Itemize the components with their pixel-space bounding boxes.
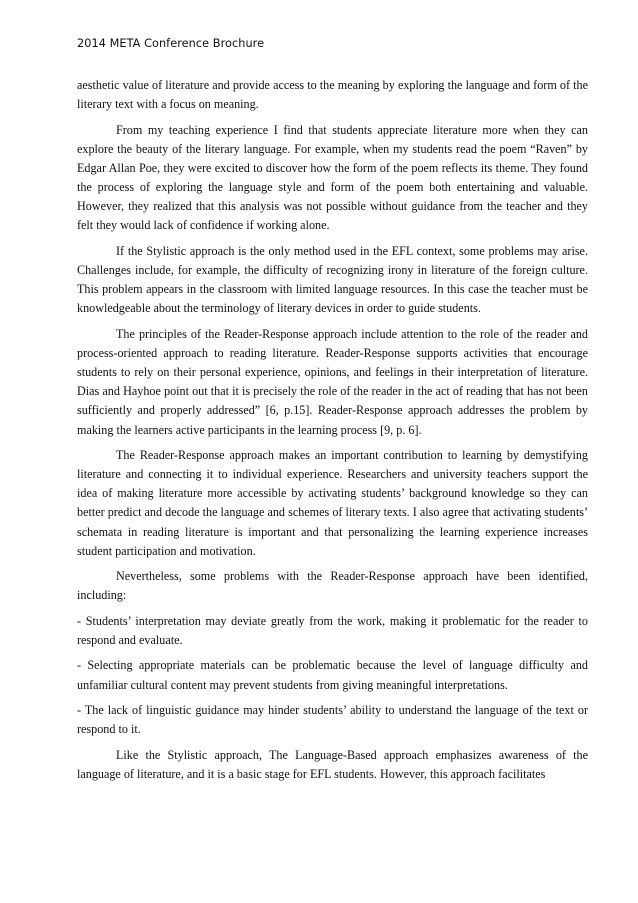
bullet-item-1: - Students’ interpretation may deviate greatly from the work, making it problematic for the reader to respond and evaluate. <box>77 613 588 647</box>
paragraph-4: The principles of the Reader-Response approach include attention to the role of the reader and process-oriented approach to reading literature. Reader-Response supports activities that encourage students to rely on their personal experience, opinions, and feelings in their interpretation of literature. Dias and Hayhoe point out that it is precisely the role of the reader in the act of reading that has not been sufficiently and properly addressed” [6, p.15]. Reader-Response approach addresses the problem by making the learners active participants in the learning process [9, p. 6]. <box>77 326 588 437</box>
page-header: 2014 META Conference Brochure <box>77 37 265 50</box>
paragraph-1: aesthetic value of literature and provide access to the meaning by exploring the language and form of the literary text with a focus on meaning. <box>77 78 588 112</box>
paragraph-5: The Reader-Response approach makes an important contribution to learning by demystifying literature and connecting it to individual experience. Researchers and university teachers support the idea of making literature more accessible by activating students’ background knowledge so they can better predict and decode the language and schemes of literary texts. I also agree that activating students’ schemata in reading literature is important and that personalizing the learning experience increases student participation and motivation. <box>77 448 588 558</box>
paragraph-7: Like the Stylistic approach, The Language-Based approach emphasizes awareness of the language of literature, and it is a basic stage for EFL students. However, this approach facilitates <box>77 747 588 781</box>
paragraph-2: From my teaching experience I find that students appreciate literature more when they can explore the beauty of the literary language. For example, when my students read the poem “Raven” by Edgar Allan Poe, they were excited to discover how the form of the poem reflects its theme. They found the process of exploring the language style and form of the poem both entertaining and valuable. However, they realized that this analysis was not possible without guidance from the teacher and they felt they would lack of confidence if working alone. <box>77 122 588 233</box>
paragraph-3: If the Stylistic approach is the only method used in the EFL context, some problems may arise. Challenges include, for example, the difficulty of recognizing irony in literature of the foreign culture. This problem appears in the classroom with limited language resources. In this case the teacher must be knowledgeable about the terminology of literary devices in order to guide students. <box>77 243 588 316</box>
bullet-item-3: - The lack of linguistic guidance may hinder students’ ability to understand the language of the text or respond to it. <box>77 703 588 737</box>
body-text <box>77 76 588 790</box>
bullet-item-2: - Selecting appropriate materials can be problematic because the level of language difficulty and unfamiliar cultural content may prevent students from giving meaningful interpretations. <box>77 658 588 692</box>
paragraph-6: Nevertheless, some problems with the Reader-Response approach have been identified, including: <box>77 569 588 603</box>
